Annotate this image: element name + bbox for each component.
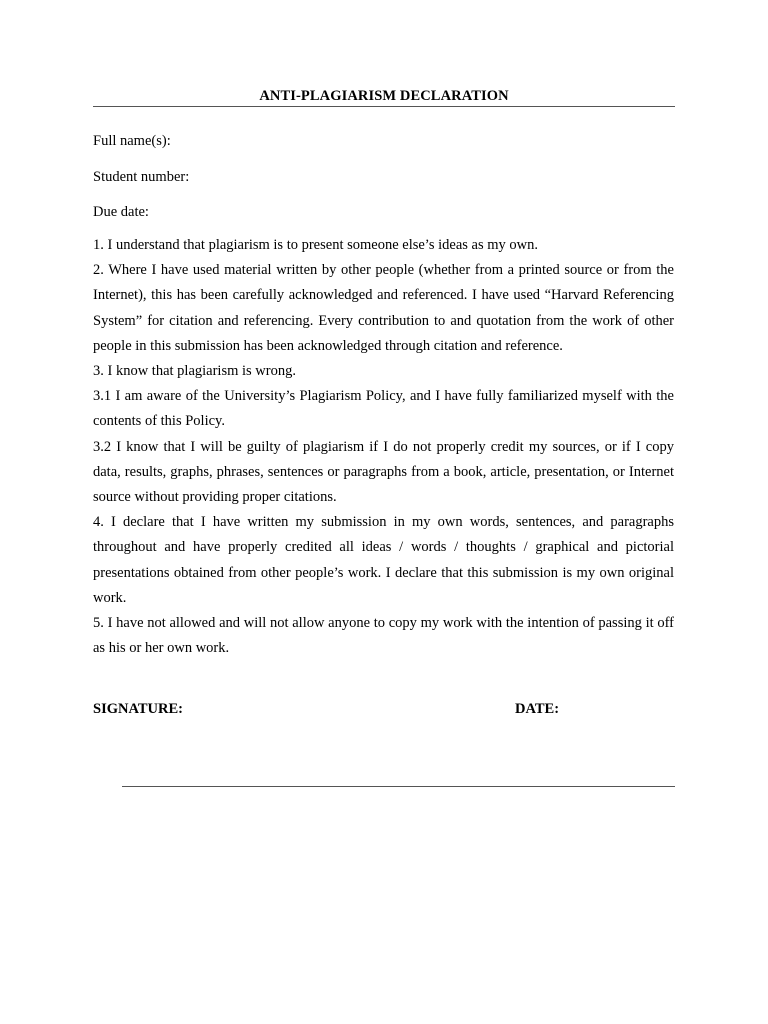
signature-label: SIGNATURE: [93,701,183,717]
student-number-label: Student number: [93,169,190,185]
declaration-paragraph-3-1: 3.1 I am aware of the University’s Plagiarism Policy, and I have fully familiarized myself with the contents of this Policy. [93,388,674,430]
declaration-paragraph-3-2: 3.2 I know that I will be guilty of plagiarism if I do not properly credit my sources, or if I copy data, results, graphs, phrases, sentences or paragraphs from a book, article, presentation, or Internet source without providing proper citations. [93,438,674,506]
full-names-label: Full name(s): [93,133,171,149]
declaration-paragraph-4: 4. I declare that I have written my submission in my own words, sentences, and paragraphs throughout and have properly credited all ideas / words / thoughts / graphical and pictorial presentations obtained from other people’s work. I declare that this submission is my own original work. [93,514,674,606]
declaration-paragraph-3: 3. I know that plagiarism is wrong. [93,363,296,380]
date-label: DATE: [515,701,560,717]
document-title: ANTI-PLAGIARISM DECLARATION [259,88,509,104]
due-date-label: Due date: [93,204,149,220]
declaration-paragraph-5: 5. I have not allowed and will not allow anyone to copy my work with the intention of passing it off as his or her own work. [93,615,674,657]
title-underline [93,106,675,107]
declaration-body [93,233,674,661]
signature-line [122,786,675,787]
declaration-paragraph-1: 1. I understand that plagiarism is to present someone else’s ideas as my own. [93,237,538,253]
declaration-paragraph-2: 2. Where I have used material written by other people (whether from a printed source or from the Internet), this has been carefully acknowledged and referenced. I have used “Harvard Referencing System” for citation and referencing. Every contribution to and quotation from the work of other people in this submission has been acknowledged through citation and reference. [93,262,674,354]
